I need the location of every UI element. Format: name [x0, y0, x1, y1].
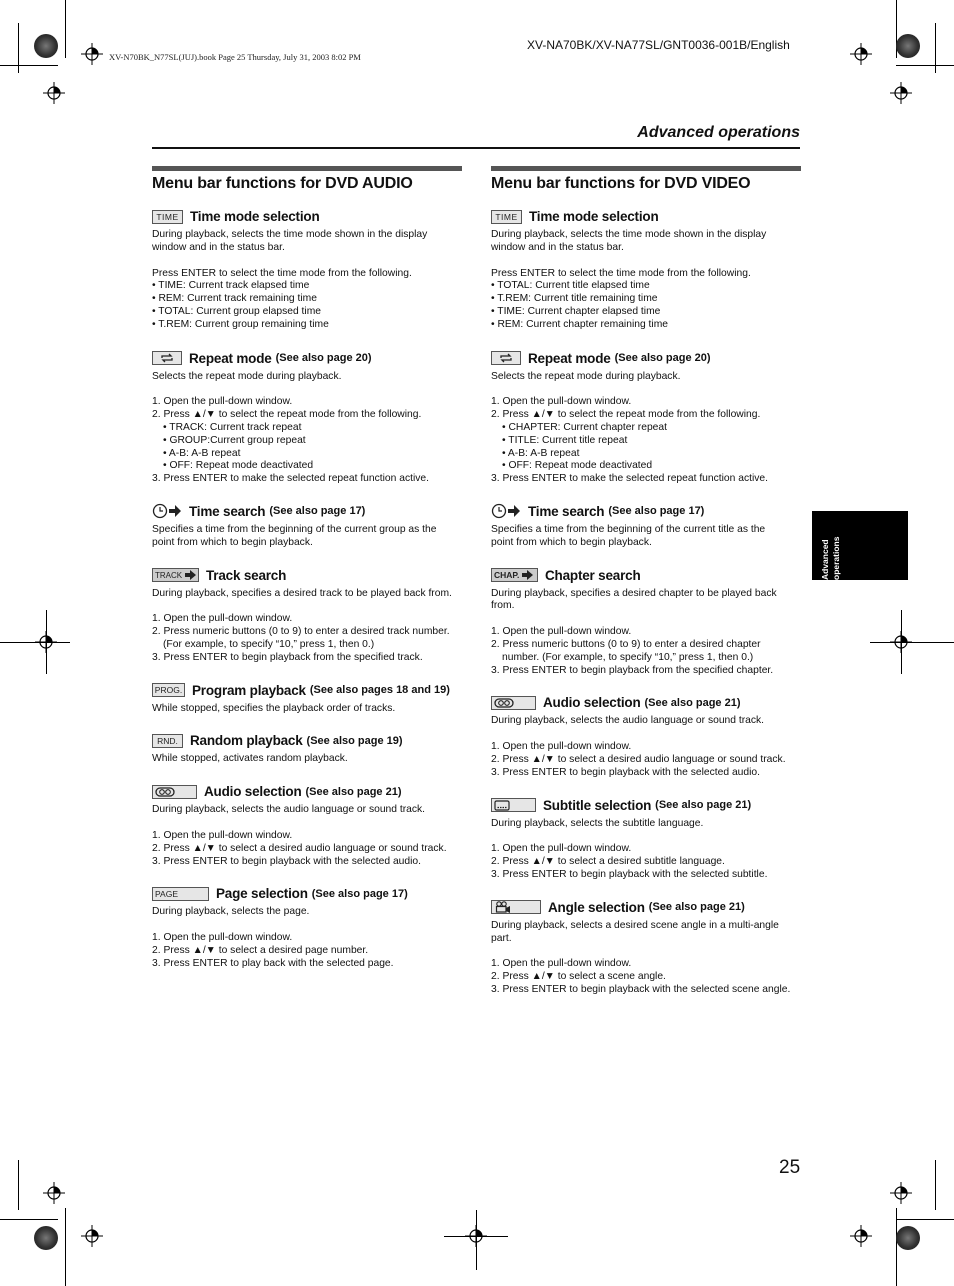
prog-icon: PROG.	[152, 683, 185, 697]
clock-arrow-icon	[152, 504, 182, 518]
body-line: Specifies a time from the beginning of the current group as the	[152, 523, 437, 535]
list-item: • REM: Current chapter remaining time	[491, 318, 668, 330]
body-line: During playback, specifies a desired track to be played back from.	[152, 587, 452, 599]
step-line: 3. Press ENTER to play back with the selected page.	[152, 957, 394, 969]
section-side-tab	[812, 511, 908, 580]
list-item: • TOTAL: Current title elapsed time	[491, 280, 650, 292]
track-icon	[152, 568, 199, 582]
page-selection-section	[152, 886, 462, 970]
list-item: • CHAPTER: Current chapter repeat	[502, 421, 667, 433]
step-line: 3. Press ENTER to begin playback with the selected scene angle.	[491, 983, 791, 995]
time-mode-section	[491, 209, 801, 332]
step-line: 2. Press numeric buttons (0 to 9) to enter a desired chapter	[491, 638, 761, 650]
see-also-ref: (See also page 17)	[608, 505, 705, 518]
list-item: • OFF: Repeat mode deactivated	[502, 460, 653, 472]
step-line: 3. Press ENTER to make the selected repeat function active.	[152, 473, 430, 485]
section-title: Repeat mode	[528, 350, 611, 366]
step-line: 3. Press ENTER to begin playback with the selected subtitle.	[491, 868, 768, 880]
column-rule	[491, 166, 801, 171]
section-title: Time search	[528, 503, 605, 519]
list-item: • T.REM: Current group remaining time	[152, 318, 329, 330]
see-also-ref: (See also page 20)	[614, 352, 711, 365]
section-title: Time mode selection	[190, 209, 320, 224]
registration-crosshair-icon	[35, 631, 57, 653]
body-line: window and in the status bar.	[491, 241, 624, 253]
body-line: point from which to begin playback.	[491, 536, 652, 548]
list-item: • TIME: Current chapter elapsed time	[491, 305, 661, 317]
registration-crosshair-icon	[465, 1225, 487, 1247]
see-also-ref: (See also page 21)	[305, 785, 402, 798]
list-item: • TOTAL: Current group elapsed time	[152, 305, 322, 317]
repeat-mode-section	[491, 351, 801, 486]
audio-selection-section	[491, 695, 801, 779]
crop-mark	[935, 23, 936, 73]
registration-crosshair-icon	[850, 1225, 872, 1247]
audio-selection-section	[152, 784, 462, 868]
crop-mark	[65, 0, 66, 58]
body-line: During playback, selects the audio language or sound track.	[152, 804, 426, 816]
side-tab-label: Advanced operations	[820, 536, 841, 580]
section-title: Subtitle selection	[543, 797, 652, 813]
crop-mark	[935, 1160, 936, 1210]
step-line: 1. Open the pull-down window.	[152, 829, 293, 841]
audio-icon	[491, 696, 536, 710]
step-line: 2. Press ▲/▼ to select a desired audio language or sound track.	[491, 753, 786, 765]
header-rule	[152, 147, 800, 149]
see-also-ref: (See also page 20)	[275, 352, 372, 365]
step-line: 1. Open the pull-down window.	[491, 958, 632, 970]
section-title: Track search	[206, 567, 287, 583]
repeat-icon	[152, 351, 182, 365]
crop-mark	[18, 1160, 19, 1210]
see-also-ref: (See also page 19)	[306, 734, 403, 747]
section-title: Angle selection	[548, 899, 645, 915]
chap-icon	[491, 568, 538, 582]
registration-crosshair-icon	[850, 43, 872, 65]
step-line: 1. Open the pull-down window.	[491, 843, 632, 855]
see-also-ref: (See also page 17)	[269, 505, 366, 518]
repeat-mode-section	[152, 351, 462, 486]
body-line: During playback, selects the time mode shown in the display	[491, 229, 767, 240]
body-line: During playback, selects a desired scene angle in a multi-angle	[491, 919, 779, 931]
registration-crosshair-icon	[43, 1182, 65, 1204]
crop-mark	[870, 642, 954, 643]
column-rule	[152, 166, 462, 171]
body-line: Selects the repeat mode during playback.	[491, 370, 681, 382]
page-icon: PAGE	[152, 887, 209, 901]
section-title: Chapter search	[545, 567, 641, 583]
step-line: 2. Press numeric buttons (0 to 9) to enter a desired track number.	[152, 626, 450, 638]
body-line: While stopped, activates random playback.	[152, 753, 348, 765]
body-line: During playback, selects the audio language or sound track.	[491, 715, 765, 727]
time-search-section	[152, 504, 462, 550]
crop-mark	[65, 1208, 66, 1286]
chap-icon-label: CHAP.	[494, 570, 520, 581]
section-title: Audio selection	[204, 784, 302, 800]
list-item: • REM: Current track remaining time	[152, 293, 317, 305]
see-also-ref: (See also page 21)	[644, 696, 741, 709]
page-number: 25	[779, 1157, 801, 1178]
registration-disc-icon	[34, 1226, 58, 1250]
step-line: 2. Press ▲/▼ to select a desired page number.	[152, 944, 369, 956]
body-line: While stopped, specifies the playback order of tracks.	[152, 702, 396, 714]
registration-crosshair-icon	[81, 43, 103, 65]
model-line: XV-NA70BK/XV-NA77SL/GNT0036-001B/English	[527, 38, 790, 52]
step-line: 3. Press ENTER to begin playback with the selected audio.	[491, 766, 761, 778]
list-item: • A-B: A-B repeat	[502, 447, 580, 459]
time-icon: TIME	[152, 210, 183, 224]
subtitle-selection-section	[491, 798, 801, 882]
body-line: During playback, selects the subtitle language.	[491, 817, 704, 829]
body-line: Specifies a time from the beginning of the current title as the	[491, 523, 766, 535]
section-title: Page selection	[216, 886, 308, 902]
see-also-ref: (See also pages 18 and 19)	[309, 684, 450, 697]
step-line: 2. Press ▲/▼ to select a scene angle.	[491, 971, 666, 983]
crop-mark	[896, 1219, 954, 1220]
see-also-ref: (See also page 17)	[311, 887, 408, 900]
dvd-video-column	[491, 166, 801, 997]
step-line: 2. Press ▲/▼ to select a desired subtitle language.	[491, 856, 725, 868]
step-line: 1. Open the pull-down window.	[152, 613, 293, 625]
running-head: Advanced operations	[637, 124, 800, 141]
subtitle-icon	[491, 798, 536, 812]
registration-crosshair-icon	[81, 1225, 103, 1247]
registration-disc-icon	[896, 34, 920, 58]
program-playback-section	[152, 683, 462, 716]
step-line: (For example, to specify “10,” press 1, then 0.)	[163, 638, 375, 650]
body-line: Press ENTER to select the time mode from the following.	[152, 267, 412, 279]
list-item: • TITLE: Current title repeat	[502, 434, 628, 446]
repeat-icon	[491, 351, 521, 365]
time-icon: TIME	[491, 210, 522, 224]
column-title: Menu bar functions for DVD AUDIO	[152, 175, 413, 192]
registration-disc-icon	[34, 34, 58, 58]
random-playback-section	[152, 733, 462, 766]
chapter-search-section	[491, 568, 801, 678]
step-line: number. (For example, to specify “10,” press 1, then 0.)	[502, 651, 754, 663]
registration-crosshair-icon	[890, 631, 912, 653]
step-line: 3. Press ENTER to begin playback from the specified chapter.	[491, 664, 774, 676]
clock-arrow-icon	[491, 504, 521, 518]
registration-crosshair-icon	[43, 82, 65, 104]
dvd-audio-column	[152, 166, 462, 971]
time-search-section	[491, 504, 801, 550]
body-line: window and in the status bar.	[152, 241, 285, 253]
body-line: part.	[491, 932, 512, 944]
step-line: 1. Open the pull-down window.	[491, 741, 632, 753]
list-item: • GROUP:Current group repeat	[163, 434, 306, 446]
body-line: During playback, selects the time mode shown in the display	[152, 229, 428, 240]
section-title: Time mode selection	[529, 209, 659, 224]
audio-icon	[152, 785, 197, 799]
crop-mark	[0, 1219, 58, 1220]
step-line: 3. Press ENTER to make the selected repeat function active.	[491, 473, 769, 485]
list-item: • T.REM: Current title remaining time	[491, 293, 658, 305]
see-also-ref: (See also page 21)	[648, 901, 745, 914]
section-title: Random playback	[190, 733, 303, 749]
body-line: Selects the repeat mode during playback.	[152, 370, 342, 382]
crop-mark	[0, 65, 58, 66]
column-title: Menu bar functions for DVD VIDEO	[491, 175, 751, 192]
print-book-line: XV-N70BK_N77SL(JUJ).book Page 25 Thursday, July 31, 2003 8:02 PM	[109, 52, 361, 62]
step-line: 1. Open the pull-down window.	[491, 396, 632, 408]
body-line: point from which to begin playback.	[152, 536, 313, 548]
list-item: • OFF: Repeat mode deactivated	[163, 460, 314, 472]
see-also-ref: (See also page 21)	[655, 799, 752, 812]
track-icon-label: TRACK	[155, 570, 183, 580]
body-line: During playback, specifies a desired chapter to be played back	[491, 587, 777, 599]
time-mode-section	[152, 209, 462, 332]
body-line: Press ENTER to select the time mode from the following.	[491, 267, 751, 279]
body-line: from.	[491, 600, 515, 612]
registration-disc-icon	[896, 1226, 920, 1250]
step-line: 2. Press ▲/▼ to select a desired audio language or sound track.	[152, 842, 447, 854]
crop-mark	[896, 65, 954, 66]
step-line: 1. Open the pull-down window.	[491, 626, 632, 638]
registration-crosshair-icon	[890, 82, 912, 104]
step-line: 3. Press ENTER to begin playback from the specified track.	[152, 651, 423, 663]
section-title: Repeat mode	[189, 350, 272, 366]
step-line: 2. Press ▲/▼ to select the repeat mode from the following.	[152, 409, 422, 421]
crop-mark	[896, 1208, 897, 1286]
list-item: • TRACK: Current track repeat	[163, 421, 302, 433]
step-line: 1. Open the pull-down window.	[152, 932, 293, 944]
rnd-icon: RND.	[152, 734, 183, 748]
step-line: 3. Press ENTER to begin playback with the selected audio.	[152, 855, 422, 867]
step-line: 1. Open the pull-down window.	[152, 396, 293, 408]
section-title: Time search	[189, 503, 266, 519]
angle-selection-section	[491, 900, 801, 997]
body-line: During playback, selects the page.	[152, 906, 310, 918]
list-item: • TIME: Current track elapsed time	[152, 280, 310, 292]
track-search-section	[152, 568, 462, 665]
section-title: Audio selection	[543, 695, 641, 711]
registration-crosshair-icon	[890, 1182, 912, 1204]
step-line: 2. Press ▲/▼ to select the repeat mode from the following.	[491, 409, 761, 421]
list-item: • A-B: A-B repeat	[163, 447, 241, 459]
section-title: Program playback	[192, 682, 306, 698]
camera-icon	[491, 900, 541, 914]
